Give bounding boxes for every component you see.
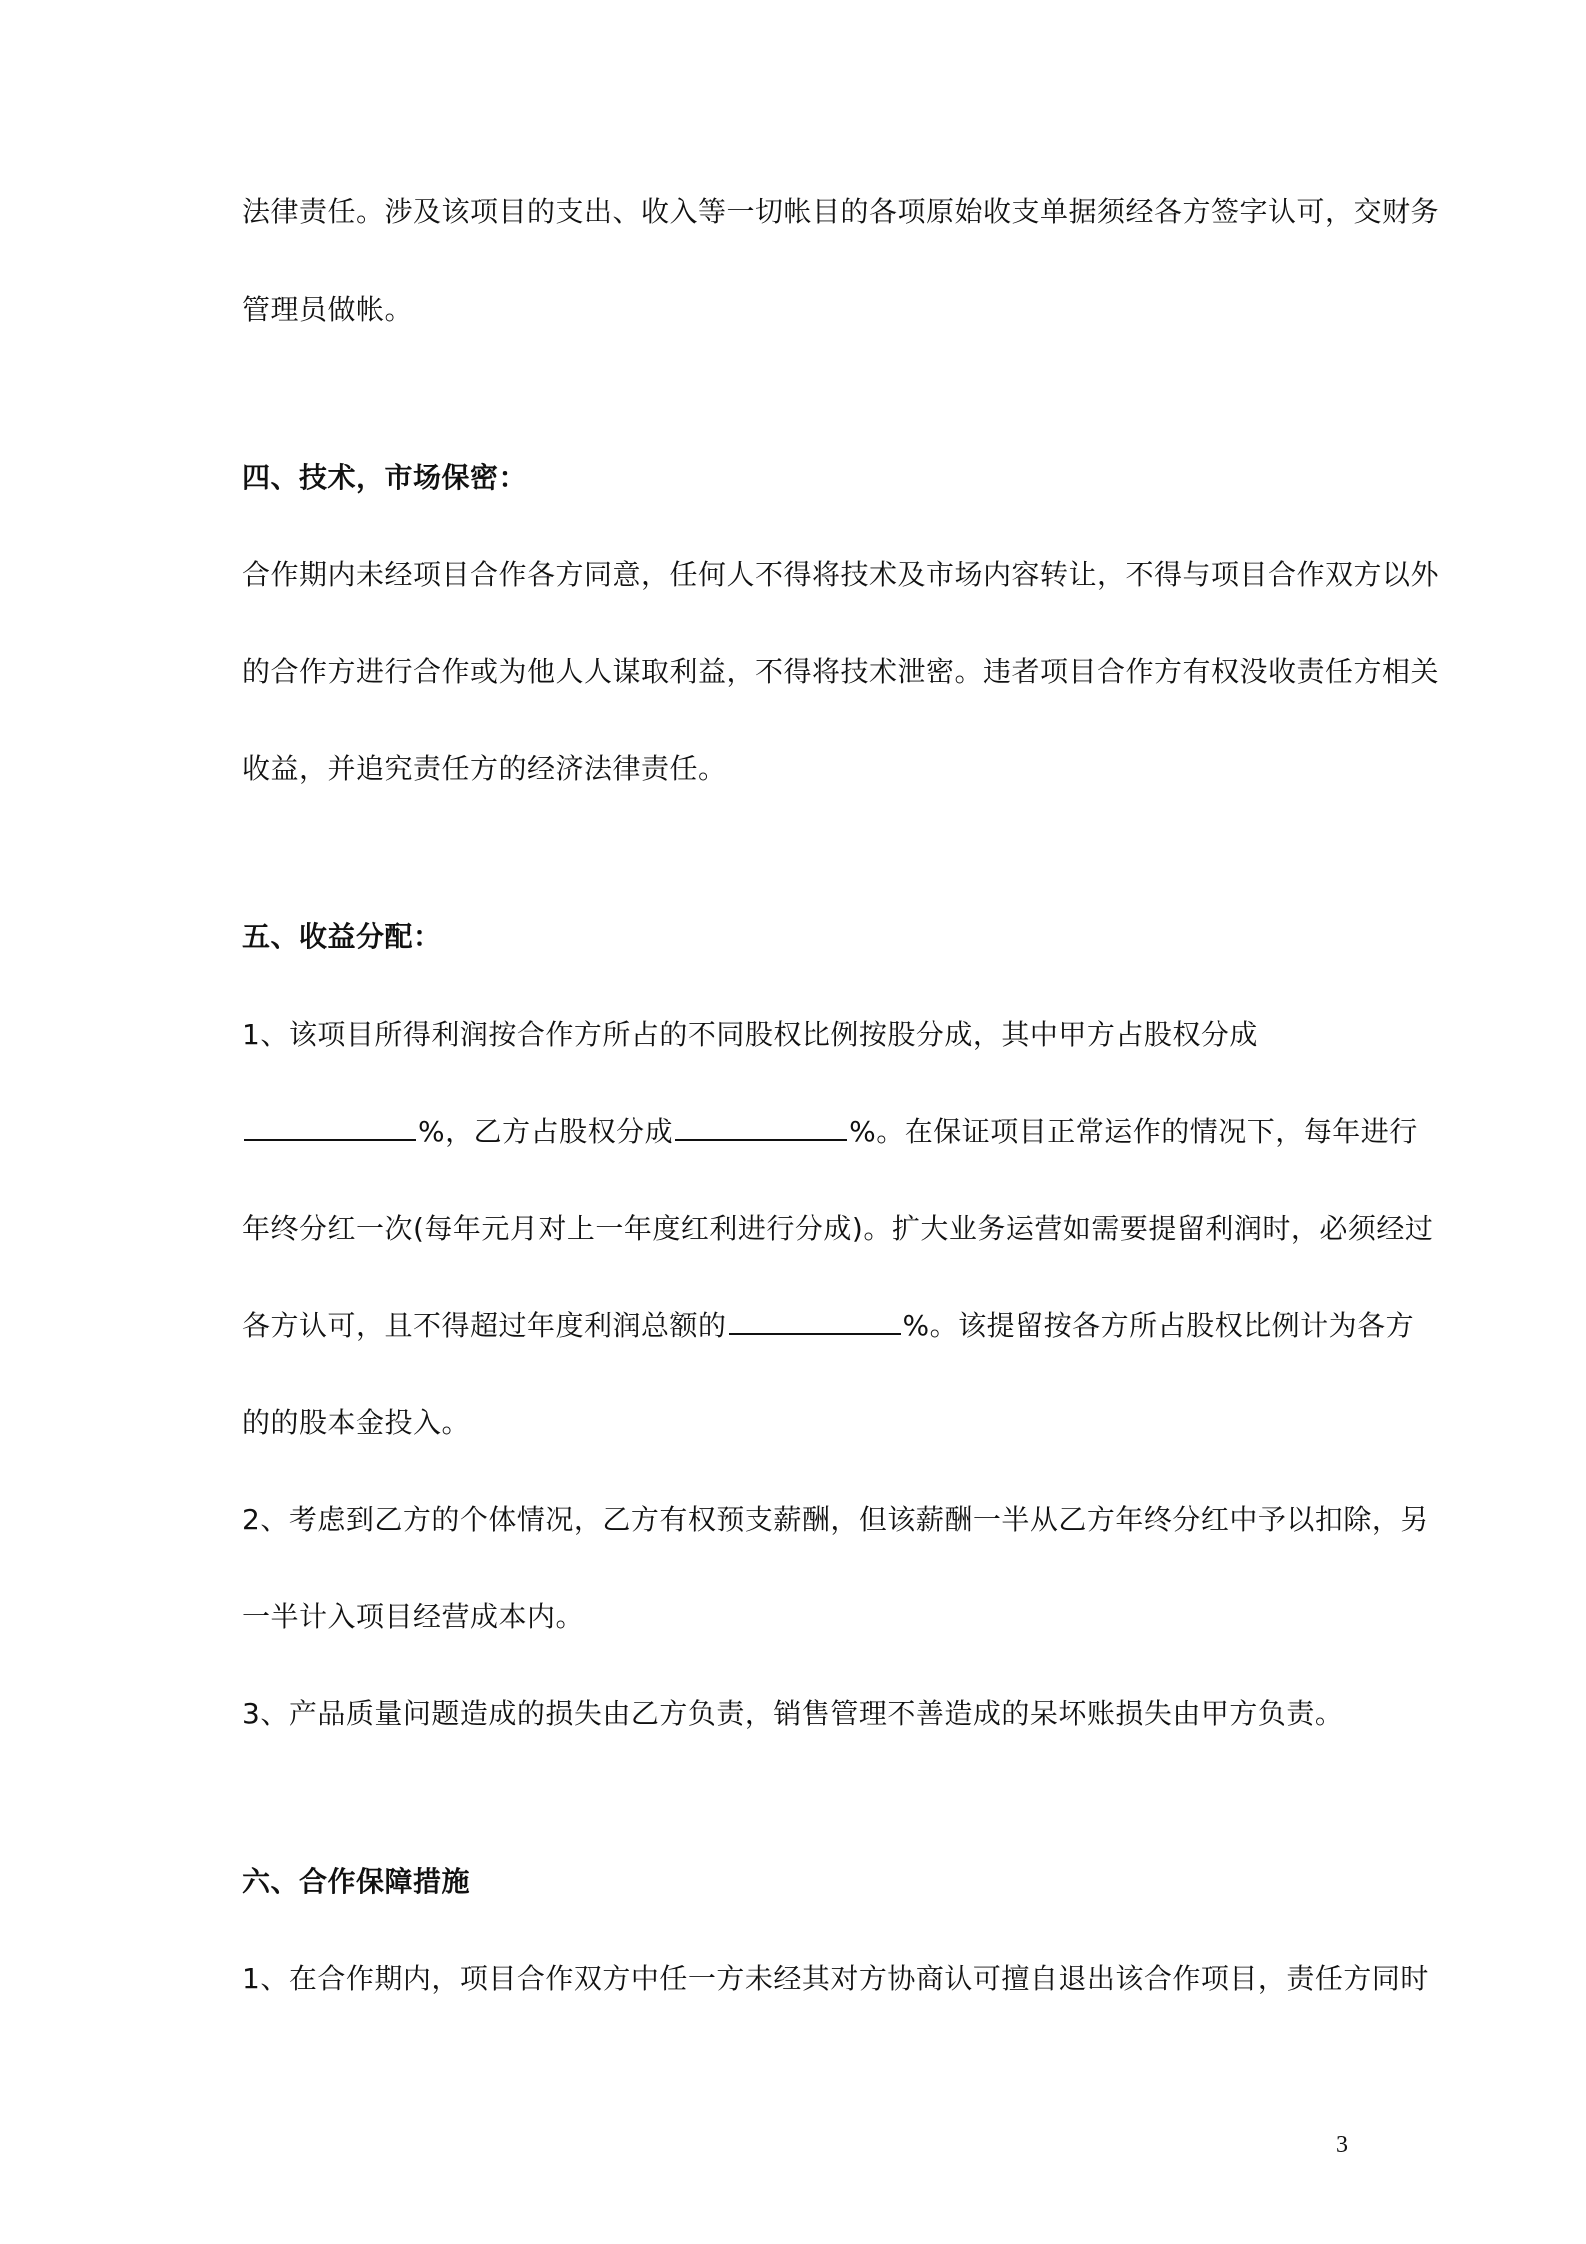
paragraph-line: 合作期内未经项目合作各方同意，任何人不得将技术及市场内容转让，不得与项目合作双方以外 — [242, 558, 1440, 591]
section-heading-6: 六、合作保障措施 — [242, 1865, 471, 1898]
paragraph-line — [242, 1306, 1415, 1346]
paragraph-line: 一半计入项目经营成本内。 — [242, 1600, 585, 1633]
blank-fill-line — [675, 1113, 847, 1141]
blank-fill-line — [729, 1307, 901, 1335]
paragraph-line: 年终分红一次(每年元月对上一年度红利进行分成)。扩大业务运营如需要提留利润时，必须经过 — [242, 1212, 1434, 1245]
paragraph-line: 1、该项目所得利润按合作方所占的不同股权比例按股分成，其中甲方占股权分成 — [242, 1018, 1258, 1051]
text-segment: %。该提留按各方所占股权比例计为各方 — [902, 1309, 1415, 1342]
text-segment: 各方认可，且不得超过年度利润总额的 — [242, 1309, 727, 1342]
blank-fill-line — [244, 1113, 416, 1141]
section-heading-4: 四、技术，市场保密： — [242, 461, 528, 494]
paragraph-line: 3、产品质量问题造成的损失由乙方负责，销售管理不善造成的呆坏账损失由甲方负责。 — [242, 1697, 1344, 1730]
page-number: 3 — [1336, 2132, 1348, 2158]
paragraph-line: 1、在合作期内，项目合作双方中任一方未经其对方协商认可擅自退出该合作项目，责任方同时 — [242, 1962, 1429, 1995]
paragraph-line: 管理员做帐。 — [242, 293, 414, 326]
paragraph-line: 法律责任。涉及该项目的支出、收入等一切帐目的各项原始收支单据须经各方签字认可，交财务 — [242, 195, 1440, 228]
text-segment: %，乙方占股权分成 — [418, 1115, 674, 1148]
paragraph-line: 2、考虑到乙方的个体情况，乙方有权预支薪酬，但该薪酬一半从乙方年终分红中予以扣除，另 — [242, 1503, 1429, 1536]
paragraph-line: 的合作方进行合作或为他人人谋取利益，不得将技术泄密。违者项目合作方有权没收责任方相关 — [242, 655, 1440, 688]
paragraph-line — [242, 1112, 1418, 1152]
text-segment: %。在保证项目正常运作的情况下，每年进行 — [849, 1115, 1418, 1148]
section-heading-5: 五、收益分配： — [242, 920, 442, 953]
paragraph-line: 收益，并追究责任方的经济法律责任。 — [242, 752, 727, 785]
paragraph-line: 的的股本金投入。 — [242, 1406, 471, 1439]
